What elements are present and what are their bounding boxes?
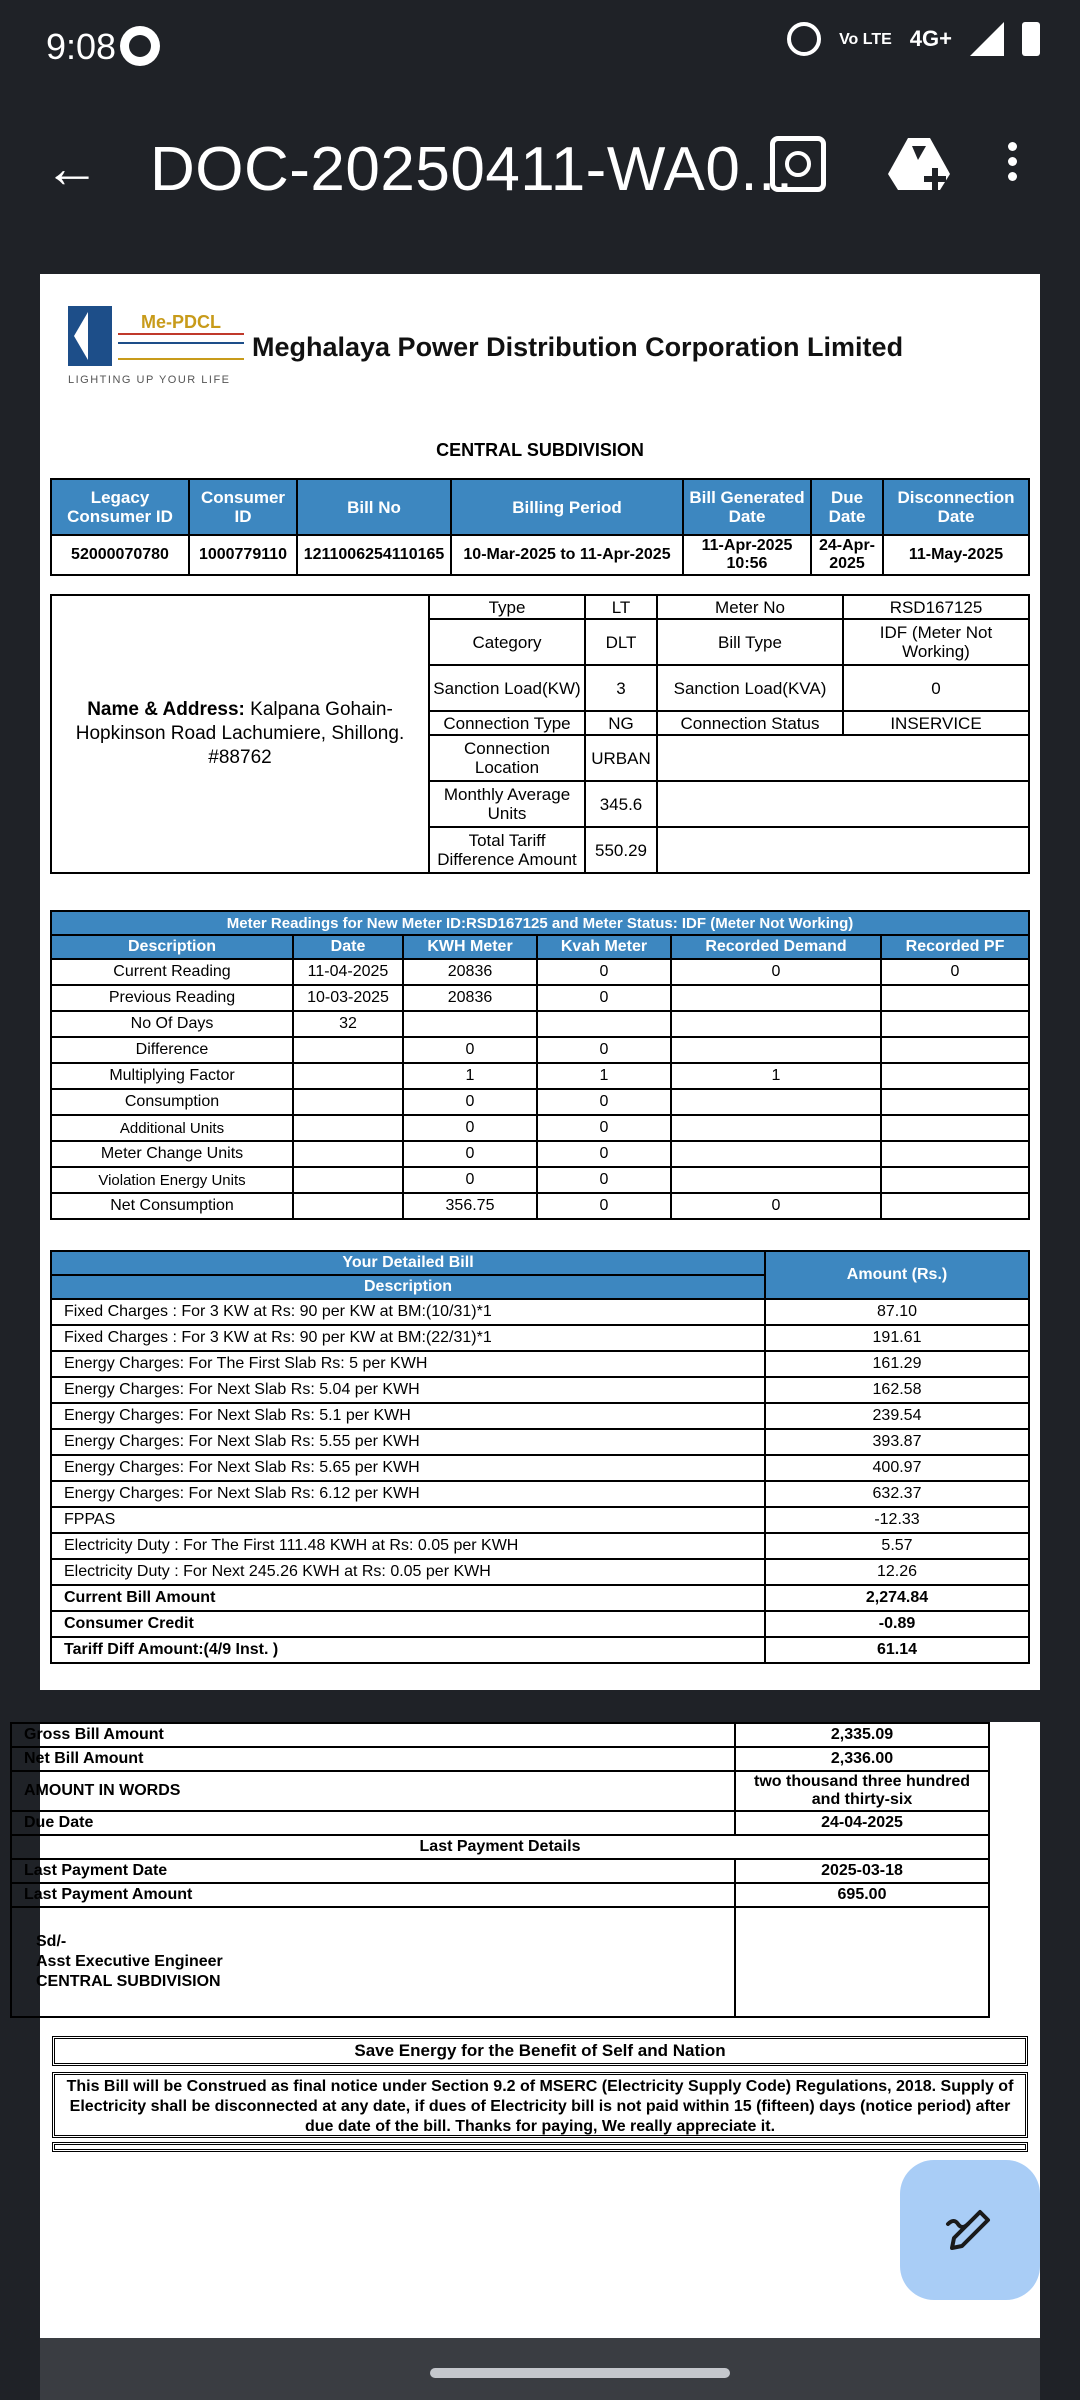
charge-description: Electricity Duty : For Next 245.26 KWH at Rs: 0.05 per KWH [51, 1559, 765, 1585]
bottom-divider [52, 2142, 1028, 2152]
meter-row-value [671, 1167, 881, 1193]
app-bar [0, 96, 1080, 276]
bill-line-item [51, 1507, 1029, 1533]
gross-bill-row: Gross Bill Amount 2,335.09 [11, 1723, 989, 1747]
meter-row-value [881, 1089, 1029, 1115]
meter-row-value: 356.75 [403, 1193, 537, 1219]
meter-reading-row [51, 1037, 1029, 1063]
volte-icon: Vo LTE [839, 30, 892, 48]
bill-line-item [51, 1299, 1029, 1325]
bill-line-item [51, 1455, 1029, 1481]
meter-row-value [537, 1011, 671, 1037]
detailed-bill-table: Your Detailed Bill Amount (Rs.) Description Fixed Charges : For 3 KW at Rs: 90 per KW at BM:(10/31)*1 87.10 Fixed Charges : For 3 KW at Rs: 90 per KW at BM:(22/31)*1 191.61 Energy Charges: For The First Slab Rs: 5 per KWH 161.29 Energy Charges: For Next Slab Rs: 5.04 per KWH 162.58 Energy Charges: For Next Slab Rs: 5.1 per KWH 239.54 Energy Charges: For Next Slab Rs: 5.55 per KWH 393.87 Energy Charges: For Next Slab Rs: 5.65 per KWH 400.97 Energy Charges: For Next Slab Rs: 6.12 per KWH 632.37 FPPAS -12.33 Electricity Duty : For The First 111.48 KWH at Rs: 0.05 per KWH 5.57 Electricity Duty : For Next 245.26 KWH at Rs: 0.05 per KWH 12.26 Current Bill Amount 2,274.84 Consumer Credit -0.89 Tariff Diff Amount:(4/9 Inst. ) 61.14 [50, 1250, 1030, 1664]
meter-reading-row [51, 1167, 1029, 1193]
meter-row-value [293, 1167, 403, 1193]
status-bar [0, 0, 1080, 96]
charge-amount: 161.29 [765, 1351, 1029, 1377]
charge-description: Fixed Charges : For 3 KW at Rs: 90 per KW at BM:(22/31)*1 [51, 1325, 765, 1351]
charge-amount: 162.58 [765, 1377, 1029, 1403]
battery-icon [1022, 22, 1040, 56]
meter-row-label: Difference [51, 1037, 293, 1063]
bill-line-item [51, 1481, 1029, 1507]
meter-readings-table: Meter Readings for New Meter ID:RSD167125 and Meter Status: IDF (Meter Not Working) Description Date KWH Meter Kvah Meter Recorded Demand Recorded PF Current Reading 11-04-2025 20836 0 0 0 Previous Reading 10-03-2025 20836 0 No Of Days 32 Difference 0 0 Multiplying Factor 1 1 1 Consumption 0 0 Additional Units 0 0 Meter Change Units 0 0 Violation Energy Units 0 0 Net Consumption 356.75 0 0 [50, 910, 1030, 1220]
meter-row-value: 0 [537, 959, 671, 985]
charge-amount: 393.87 [765, 1429, 1029, 1455]
charge-amount: 191.61 [765, 1325, 1029, 1351]
meter-row-value [881, 1167, 1029, 1193]
meter-row-value: 20836 [403, 985, 537, 1011]
header-row [68, 306, 1008, 406]
meter-row-value [671, 1141, 881, 1167]
meter-row-label: Consumption [51, 1089, 293, 1115]
meter-row-label: Meter Change Units [51, 1141, 293, 1167]
disconnection-notice: This Bill will be Construed as final notice under Section 9.2 of MSERC (Electricity Supply Code) Regulations, 2018. Supply of Electricity shall be disconnected at any date, if dues of Electricity bill is not paid within 15 (fifteen) days (notice period) after due date of the bill. Thanks for paying, We really appreciate it. [52, 2072, 1028, 2138]
meter-row-value [671, 1011, 881, 1037]
meter-reading-row [51, 1063, 1029, 1089]
signature-row [11, 1907, 989, 2017]
meter-row-value [403, 1011, 537, 1037]
meter-row-value [293, 1089, 403, 1115]
clock: 9:08 [46, 26, 117, 67]
charge-description: FPPAS [51, 1507, 765, 1533]
meter-row-label: Violation Energy Units [51, 1167, 293, 1193]
gesture-handle[interactable] [430, 2368, 730, 2378]
annotate-fab[interactable] [900, 2160, 1040, 2300]
meter-row-value [293, 1037, 403, 1063]
bill-line-item [51, 1533, 1029, 1559]
last-payment-caption: Last Payment Details [11, 1835, 989, 1859]
meter-row-value: 0 [403, 1037, 537, 1063]
name-address-cell: Name & Address: Kalpana Gohain-Hopkinson Road Lachumiere, Shillong. #88762 [51, 595, 429, 873]
meter-row-value: 0 [537, 1115, 671, 1141]
meter-reading-row [51, 1089, 1029, 1115]
bill-line-item [51, 1403, 1029, 1429]
meter-row-label: Net Consumption [51, 1193, 293, 1219]
bill-line-item [51, 1351, 1029, 1377]
page-break [40, 1690, 1040, 1722]
status-icons [787, 22, 1040, 56]
amount-header: Amount (Rs.) [765, 1251, 1029, 1299]
meter-row-value [881, 1011, 1029, 1037]
network-type: 4G+ [909, 26, 952, 51]
current-bill-row: Current Bill Amount 2,274.84 [51, 1585, 1029, 1611]
meter-row-value [881, 1063, 1029, 1089]
charge-description: Fixed Charges : For 3 KW at Rs: 90 per KW at BM:(10/31)*1 [51, 1299, 765, 1325]
meter-row-value: 1 [537, 1063, 671, 1089]
meter-reading-row [51, 1011, 1029, 1037]
meter-row-value: 0 [403, 1089, 537, 1115]
more-options-icon[interactable] [1000, 136, 1024, 192]
meter-row-label: No Of Days [51, 1011, 293, 1037]
meter-reading-row [51, 1141, 1029, 1167]
charge-amount: -12.33 [765, 1507, 1029, 1533]
meter-row-value [881, 1037, 1029, 1063]
meter-row-label: Multiplying Factor [51, 1063, 293, 1089]
document-title: DOC-20250411-WA0... [150, 135, 794, 204]
meter-reading-row [51, 959, 1029, 985]
back-arrow-icon[interactable]: ← [44, 136, 100, 199]
meter-row-value: 0 [671, 1193, 881, 1219]
meter-row-value [293, 1063, 403, 1089]
meter-row-value [671, 1115, 881, 1141]
charge-description: Energy Charges: For The First Slab Rs: 5 per KWH [51, 1351, 765, 1377]
meter-row-value: 0 [537, 1141, 671, 1167]
search-document-icon[interactable] [770, 136, 826, 192]
meter-row-value [671, 985, 881, 1011]
signal-icon [970, 22, 1004, 56]
whatsapp-icon [120, 26, 160, 66]
consumer-credit-row: Consumer Credit -0.89 [51, 1611, 1029, 1637]
charge-amount: 12.26 [765, 1559, 1029, 1585]
consumer-info-table: Name & Address: Kalpana Gohain-Hopkinson Road Lachumiere, Shillong. #88762 Type LT Meter No RSD167125 Category DLT Bill Type IDF (Meter Not Working) Sanction Load(KW) 3 Sanction Load(KVA) 0 Connection Type NG Connection Status INSERVICE Connection Location URBAN Monthly Average Units 345.6 Total Tariff Difference Amount 550.29 [50, 594, 1030, 874]
save-energy-banner: Save Energy for the Benefit of Self and Nation [52, 2036, 1028, 2066]
company-name: Meghalaya Power Distribution Corporation Limited [252, 332, 904, 362]
meter-row-value: 0 [537, 985, 671, 1011]
save-to-drive-icon[interactable] [888, 136, 944, 192]
meter-row-value [293, 1193, 403, 1219]
bill-line-item [51, 1377, 1029, 1403]
due-date-row: Due Date 24-04-2025 [11, 1811, 989, 1835]
charge-amount: 239.54 [765, 1403, 1029, 1429]
meter-reading-row [51, 1115, 1029, 1141]
charge-description: Energy Charges: For Next Slab Rs: 5.55 per KWH [51, 1429, 765, 1455]
meter-row-value [881, 985, 1029, 1011]
last-payment-amount-row: Last Payment Amount 695.00 [11, 1883, 989, 1907]
charge-amount: 400.97 [765, 1455, 1029, 1481]
meter-row-value [671, 1089, 881, 1115]
meter-row-value [293, 1141, 403, 1167]
charge-amount: 5.57 [765, 1533, 1029, 1559]
charge-description: Energy Charges: For Next Slab Rs: 5.65 per KWH [51, 1455, 765, 1481]
navigation-bar [40, 2338, 1040, 2400]
amount-words-row: AMOUNT IN WORDS two thousand three hundred and thirty-six [11, 1771, 989, 1811]
meter-reading-row [51, 1193, 1029, 1219]
charge-description: Energy Charges: For Next Slab Rs: 6.12 per KWH [51, 1481, 765, 1507]
meter-reading-row [51, 985, 1029, 1011]
meter-row-value: 0 [403, 1115, 537, 1141]
bill-line-item [51, 1559, 1029, 1585]
meter-row-value [881, 1141, 1029, 1167]
bill-summary-table [10, 1722, 990, 2018]
company-logo: Me-PDCL LIGHTING UP YOUR LIFE [68, 306, 244, 398]
alarm-icon [787, 22, 821, 56]
meter-row-value: 0 [881, 959, 1029, 985]
tariff-diff-row: Tariff Diff Amount:(4/9 Inst. ) 61.14 [51, 1637, 1029, 1663]
last-payment-date-row: Last Payment Date 2025-03-18 [11, 1859, 989, 1883]
meter-row-value: 20836 [403, 959, 537, 985]
meter-row-value: 1 [403, 1063, 537, 1089]
subdivision-title: CENTRAL SUBDIVISION [436, 440, 644, 460]
charge-amount: 632.37 [765, 1481, 1029, 1507]
meter-readings-caption: Meter Readings for New Meter ID:RSD167125 and Meter Status: IDF (Meter Not Working) [51, 911, 1029, 935]
meter-row-value: 0 [537, 1167, 671, 1193]
meter-row-value: 11-04-2025 [293, 959, 403, 985]
meter-row-value: 0 [537, 1037, 671, 1063]
bill-line-item [51, 1325, 1029, 1351]
meter-row-value: 1 [671, 1063, 881, 1089]
meter-row-label: Current Reading [51, 959, 293, 985]
meter-row-label: Previous Reading [51, 985, 293, 1011]
meter-row-value: 0 [537, 1089, 671, 1115]
meter-row-value [881, 1193, 1029, 1219]
meter-row-value: 10-03-2025 [293, 985, 403, 1011]
meter-row-value: 0 [671, 959, 881, 985]
meter-row-value: 0 [403, 1141, 537, 1167]
charge-amount: 87.10 [765, 1299, 1029, 1325]
meter-row-value [881, 1115, 1029, 1141]
meter-row-value [671, 1037, 881, 1063]
signature-block: Sd/- Asst Executive Engineer CENTRAL SUBDIVISION [11, 1907, 735, 2017]
bill-header-table: Legacy Consumer ID Consumer ID Bill No Billing Period Bill Generated Date Due Date Disconnection Date 52000070780 1000779110 1211006254110165 10-Mar-2025 to 11-Apr-2025 11-Apr-2025 10:56 24-Apr-2025 11-May-2025 [50, 478, 1030, 576]
meter-row-label: Additional Units [51, 1115, 293, 1141]
bill-line-item [51, 1429, 1029, 1455]
net-bill-row: Net Bill Amount 2,336.00 [11, 1747, 989, 1771]
meter-row-value: 0 [403, 1167, 537, 1193]
charge-description: Energy Charges: For Next Slab Rs: 5.04 per KWH [51, 1377, 765, 1403]
meter-row-value [293, 1115, 403, 1141]
charge-description: Energy Charges: For Next Slab Rs: 5.1 per KWH [51, 1403, 765, 1429]
detailed-bill-caption: Your Detailed Bill [51, 1251, 765, 1275]
edit-pen-icon [944, 2204, 996, 2256]
meter-row-value: 0 [537, 1193, 671, 1219]
charge-description: Electricity Duty : For The First 111.48 KWH at Rs: 0.05 per KWH [51, 1533, 765, 1559]
meter-row-value: 32 [293, 1011, 403, 1037]
